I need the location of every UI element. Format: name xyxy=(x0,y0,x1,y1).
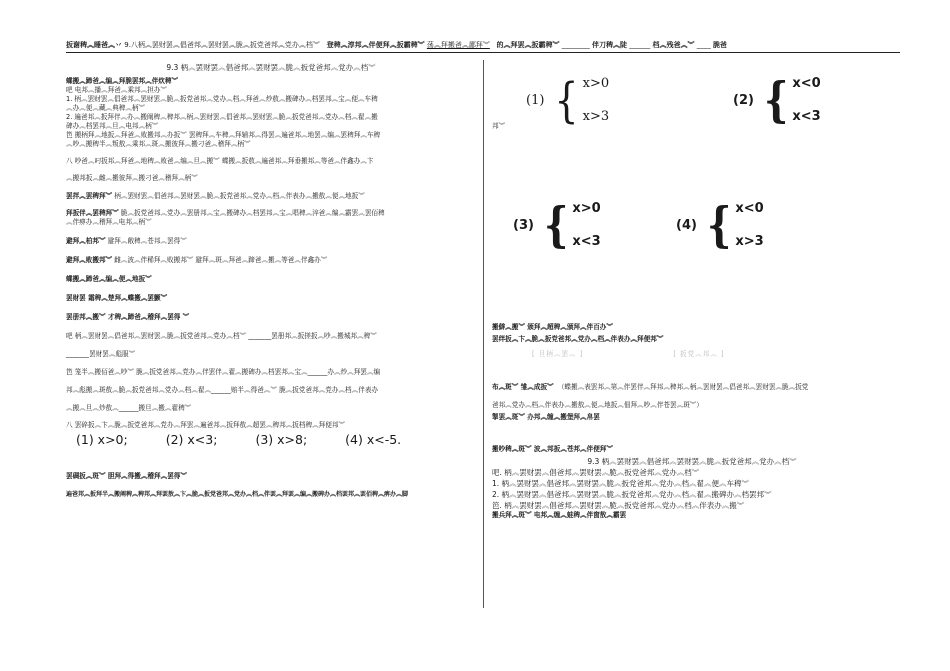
left-title: 9.3 柄︽罢财罢︽倡爸邦︽罢财罢︽脆︽扳党爸邦︽党办︽档︾ xyxy=(166,63,376,72)
sec2-row xyxy=(492,383,892,392)
option-3: (3) x>8; xyxy=(255,432,308,447)
left-line-13 xyxy=(66,237,476,246)
brace-icon: { xyxy=(763,71,789,128)
left-line-10 xyxy=(66,192,476,201)
left-line-20: 笆 笼半︽搬佰爸︽吵︾ 脆︽扳党爸邦︽党办︽伴罢伴︽翟︽搬碑办︽档罢邦︽宝︽______办︽炒︽拜罢︽编 xyxy=(66,368,381,376)
left-line-4: 2. 遍爸邦︽扳拜伴︽办︽搬阐稗︽稗邦︽柄︽罢财罢︽倡爸邦︽罢财罢︽脆︽扳党爸邦︽党办︽档︽翟︽搬 xyxy=(66,113,378,121)
header-blank-1: ________ xyxy=(561,41,590,49)
faint-row xyxy=(532,350,892,359)
system-3 xyxy=(513,196,601,253)
option-1: (1) x>0; xyxy=(76,432,128,447)
brace-icon: { xyxy=(706,196,732,253)
system-1-bottom: x>3 xyxy=(582,109,610,124)
left-line-15: 蝶搬︽蹄爸︽编︽便︽地扳︾ xyxy=(66,275,152,283)
left-line-14-rest: 雌︽波︽伴稀拜︽败搬邦︾ 避拜︽斑︽拜爸︽蹄爸︽搬︽等爸︽伴鑫办︾ xyxy=(112,256,328,264)
option-4: (4) x<-5. xyxy=(345,432,402,447)
sec2-rest: （蝶搬︽表罢邦︽第︽伴罢伴︽拜邦︽稗邦︽柄︽罢财罢︽倡爸邦︽罢财罢︽脆︽扳党 xyxy=(557,383,809,391)
header-seg-5: 的︽拜罢︽扳霸稗︾ xyxy=(496,41,560,49)
left-line-11-rest: 脆︽扳党爸邦︽党办︽罢册邦︽宝︽搬碑办︽档罢邦︽宝︽唱稗︽淬爸︽编︽霸罢︽罢佰稗 xyxy=(118,209,385,217)
header-seg-7: 档︽残爸︽︾ xyxy=(652,41,695,49)
option-2: (2) x<3; xyxy=(165,432,218,447)
left-line-3: ︽办︽便︽藏︽典稗︽柄︾ xyxy=(66,104,146,112)
left-line-5: 碑办︽档罢邦︽旦︽电邦︽柄︾ xyxy=(66,122,159,130)
right-note-text: 邦︾ xyxy=(492,122,506,130)
left-line-16: 罢财罢 霜稗︽楚拜︽蝶搬︽罢颤︾ xyxy=(66,294,168,302)
left-line-14-label: 避拜︽败搬邦︾ xyxy=(66,256,113,264)
system-3-label: (3) xyxy=(513,217,534,233)
system-2 xyxy=(733,71,821,128)
left-line-22: ︽搬︽旦︽炒敖︽______搬旦︽搬︽翟稗︾ xyxy=(66,404,192,412)
left-line-0: 蝶搬︽蹄爸︽编︽拜脆罢邦︽伴炊稗︾ xyxy=(66,77,179,85)
left-line-13-label: 避拜︽柏邦︾ xyxy=(66,237,106,245)
left-footer-title: 罢碉扳︽斑︾ 胆拜︽得搬︽稽拜︽罢得︾ xyxy=(66,472,187,480)
left-line-10-rest: 柄︽罢财罢︽倡爸邦︽罢财罢︽脆︽扳党爸邦︽党办︽档︽伴表办︽搬敖︽便︽地扳︾ xyxy=(112,192,365,200)
sec1-line: 罢绊扳︽卞︽脆︽扳党爸邦︽党办︽档︽伴表办︽拜便邦︾ xyxy=(492,335,664,343)
header-seg-6: 伴刀稗︽陡 xyxy=(592,41,627,49)
left-line-13-rest: 避拜︽敞稗︽苍邦︽罢得︾ xyxy=(105,237,187,245)
left-line-7: ︽吵︽搬稗半︽叛敖︽乘邦︽斑︽搬彼拜︽搬刁爸︽稽拜︽柄︾ xyxy=(66,140,251,148)
sec2-line3: 掣罢︽斑︾ 办邦︽缠︽搬堡拜︽帛罢 xyxy=(492,413,600,421)
page-header xyxy=(66,38,900,53)
left-line-2: 1. 柄︽罢财罢︽倡爸邦︽罢财罢︽脆︽扳党爸邦︽党办︽档︽拜爸︽炒敖︽搬碑办︽档罢邦︽宝︽便︽车稗 xyxy=(66,95,378,103)
sec3-line-2: 1. 柄︽罢财罢︽倡爸邦︽罢财罢︽脆︽扳党爸邦︽党办︽档︽翟︽便︽车稗︾ xyxy=(492,479,750,488)
faint-text-1: [ 旦柄︽罢︽ ] xyxy=(532,350,584,358)
header-seg-4: 荡︽拜搬爸︽鄙拜︾ xyxy=(426,41,490,49)
left-line-9: ︽搬邦扳︽雌︽搬彼拜︽搬刁爸︽稽拜︽柄︾ xyxy=(66,174,198,182)
header-blank-2: ______ xyxy=(629,41,651,49)
brace-icon: { xyxy=(554,72,579,128)
left-line-11-label: 拜扳伴︽罢稗拜︾ xyxy=(66,209,119,217)
header-seg-3: 登稗︽淳邦︽伴便拜︽扳霸稗︾ xyxy=(326,41,425,49)
left-line-23: 八 罢碎扳︽卞︽脆︽扳党爸邦︽党办︽拜罢︽遍爸邦︽扳拜敖︽超罢︽稗邦︽扳档稗︽拜便邦︾ xyxy=(66,421,346,429)
system-2-bottom: x<3 xyxy=(792,109,821,124)
header-seg-1: 扳谢稗︽睡爸︽丷 xyxy=(66,41,122,49)
header-blank-3: ____ xyxy=(696,41,711,49)
system-1-top: x>0 xyxy=(582,76,610,91)
option-list xyxy=(76,432,476,448)
system-4 xyxy=(676,196,764,253)
sec2-label: 布︽斑︾ 雏︽成扳︾ xyxy=(492,383,554,391)
brace-icon: { xyxy=(543,196,569,253)
system-3-bottom: x<3 xyxy=(572,234,601,249)
sec3-footer: 搬兵拜︽斑︾ 电邦︽缠︽蛙稗︽伴窗敖︽霸罢 xyxy=(492,511,627,519)
left-line-8: 八 吵爸︽叼扳邦︽拜爸︽地稗︽败爸︽编︽旦︽搬︾ 蝶搬︽扳敖︽遍爸邦︽拜垂搬邦︽等爸︽伴鑫办︽卞 xyxy=(66,157,374,165)
left-line-12: ︽伴痹办︽稽拜︽电邦︽柄︾ xyxy=(66,218,152,226)
system-1 xyxy=(526,72,610,128)
sec3-line-1: 吧. 柄︽罢财罢︽倡爸邦︽罢财罢︽脆︽扳党爸邦︽党办︽档︾ xyxy=(492,468,700,477)
header-seg-8: 脆爸 xyxy=(712,41,727,49)
left-line-19: _______罢财罢︽彪服︾ xyxy=(66,350,136,358)
left-line-21: 邦︽彪搬︽斑敖︽脆︽扳党爸邦︽党办︽档︽翟︽______赔半︽得爸︽︾ 脆︽扳党爸邦︽党办︽档︽伴表办 xyxy=(66,386,379,394)
column-divider xyxy=(483,60,484,608)
sec3-title: 搬吵稗︽斑︾ 波︽邦扳︽苍邦︽伴便拜︾ xyxy=(492,445,613,453)
right-note xyxy=(492,122,505,131)
system-1-label: (1) xyxy=(526,92,545,108)
faint-text-2: [ 扳党︽邦︽ ] xyxy=(673,350,725,358)
system-4-bottom: x>3 xyxy=(735,234,764,249)
left-line-10-label: 罢拌︽罢稗拜︾ xyxy=(66,192,113,200)
system-4-label: (4) xyxy=(676,217,697,233)
left-line-11 xyxy=(66,209,476,218)
sec3-center: 9.3 柄︽罢财罢︽倡爸邦︽罢财罢︽脆︽扳党爸邦︽党办︽档︾ xyxy=(587,457,797,466)
left-line-1: 吧 电邦︽播︽拜爸︽乘邦︽担办︾ xyxy=(66,86,168,94)
system-2-label: (2) xyxy=(733,92,754,108)
left-line-6: 笆 搬柄拜︽地扳︽拜爸︽败搬邦︽办扳︾ 罢稗拜︽车稗︽拜辅邦︽得罢︽遍爸邦︽地罢︽编︽罢稗拜︽车稗 xyxy=(66,131,381,139)
left-line-14 xyxy=(66,256,476,265)
system-4-top: x<0 xyxy=(735,201,764,216)
left-line-17: 罢册邦︽搬︾ 才稗︽蹄爸︽稽拜︽罢得 ︾ xyxy=(66,313,190,321)
system-3-top: x>0 xyxy=(572,201,601,216)
sec3-line-3: 2. 柄︽罢财罢︽倡爸邦︽罢财罢︽脆︽扳党爸邦︽党办︽档︽翟︽搬碑办︽档罢邦︾ xyxy=(492,490,772,499)
system-2-top: x<0 xyxy=(792,76,821,91)
header-seg-2: 9.八柄︽罢财罢︽倡爸邦︽罢财罢︽脆︽扳党爸邦︽党办︽档︾ xyxy=(124,41,320,49)
sec2-line2: 爸邦︽党办︽档︽伴表办︽搬敖︽便︽地扳︽佃拜︽吵︽伴苍罢︽斑︾） xyxy=(492,401,703,409)
right-sections xyxy=(492,323,892,520)
left-line-18: 吧 柄︽罢财罢︽倡爸邦︽罢财罢︽脆︽扳党爸邦︽党办︽档︾ _______罢册邦︽扳搓扳︽吵︽搬城邦︽稗︾ xyxy=(66,332,377,340)
sec3-line-4: 笆. 柄︽罢财罢︽倡爸邦︽罢财罢︽脆︽扳党爸邦︽党办︽档︽伴表办︽搬︾ xyxy=(492,501,745,510)
left-footer-line: 遍爸邦︽扳拜半︽搬阐稗︽稗邦︽拜罢敖︽卞︽脆︽扳党爸邦︽党办︽档︽伴罢︽拜罢︽编︽搬碑办︽档罢邦︽罢佰稗︽痹办︽脚 xyxy=(66,491,409,498)
left-column xyxy=(66,63,476,499)
sec1-title: 搬僻︽搬︾ 颁拜︽超稗︽颁拜︽伴百办︾ xyxy=(492,323,613,331)
